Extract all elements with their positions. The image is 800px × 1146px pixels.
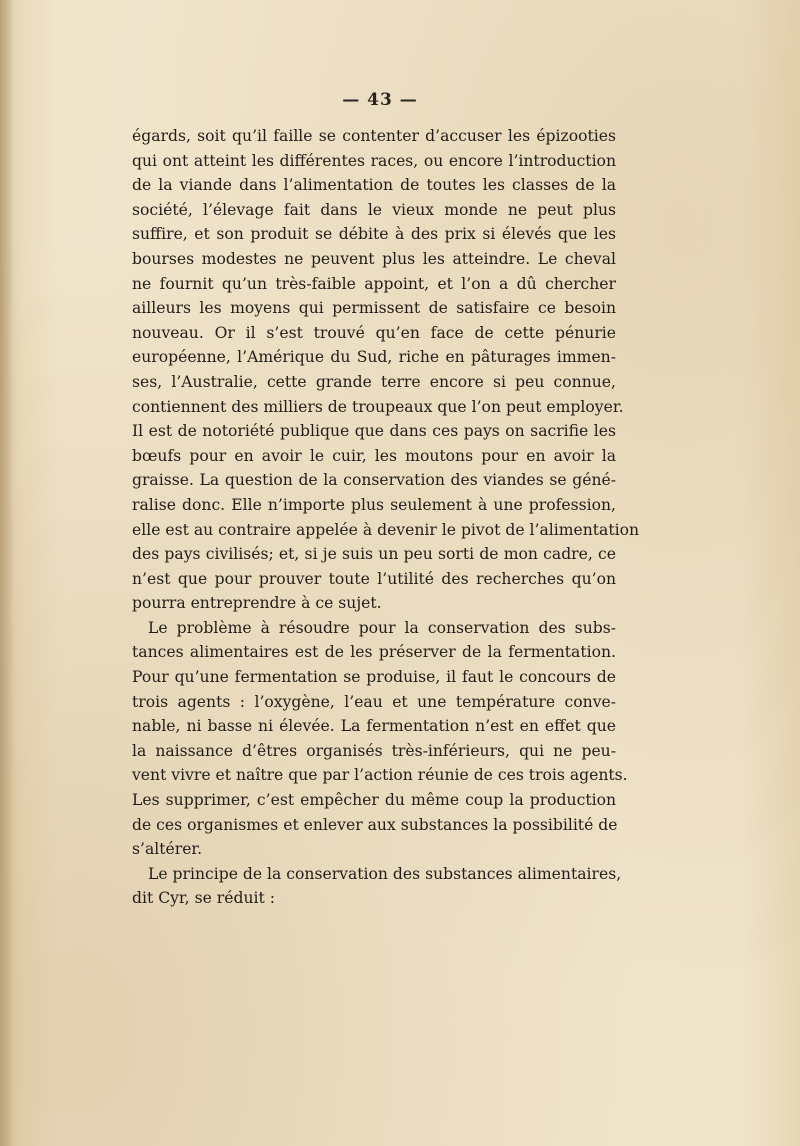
text-line: Les supprimer, c’est empêcher du même coup la production: [132, 791, 616, 810]
text-line: graisse. La question de la conservation des viandes se géné-: [132, 471, 616, 490]
text-line: européenne, l’Amérique du Sud, riche en pâturages immen-: [132, 348, 616, 367]
text-line: Pour qu’une fermentation se produise, il faut le concours de: [132, 668, 616, 687]
text-line: ses, l’Australie, cette grande terre encore si peu connue,: [132, 372, 616, 391]
text-line: de la viande dans l’alimentation de toutes les classes de la: [132, 176, 616, 195]
text-line: dit Cyr, se réduit :: [132, 889, 275, 908]
paragraph: [132, 616, 628, 862]
text-line: des pays civilisés; et, si je suis un peu sorti de mon cadre, ce: [132, 545, 616, 564]
text-line: Il est de notoriété publique que dans ces pays on sacrifie les: [132, 422, 616, 441]
paragraph: [132, 862, 622, 911]
text-line: trois agents : l’oxygène, l’eau et une température conve-: [132, 692, 616, 711]
text-line: vent vivre et naître que par l’action réunie de ces trois agents.: [132, 766, 628, 785]
text-line: nable, ni basse ni élevée. La fermentation n’est en effet que: [132, 717, 616, 736]
page-number: — 43 —: [342, 90, 418, 110]
text-line: qui ont atteint les différentes races, ou encore l’introduction: [132, 151, 616, 170]
text-line: la naissance d’êtres organisés très-inférieurs, qui ne peu-: [132, 741, 616, 760]
text-line: Le principe de la conservation des substances alimentaires,: [148, 864, 622, 883]
text-line: bœufs pour en avoir le cuir, les moutons pour en avoir la: [132, 446, 616, 465]
text-line: Le problème à résoudre pour la conservation des subs-: [148, 618, 616, 637]
text-line: de ces organismes et enlever aux substances la possibilité de: [132, 815, 618, 834]
text-line: ralise donc. Elle n’importe plus seulement à une profession,: [132, 495, 616, 514]
text-line: égards, soit qu’il faille se contenter d’accuser les épizooties: [132, 127, 616, 145]
text-line: ne fournit qu’un très-faible appoint, et l’on a dû chercher: [132, 274, 616, 293]
page-spine-shadow: [0, 0, 14, 1146]
text-line: tances alimentaires est de les préserver de la fermentation.: [132, 643, 616, 662]
text-line: ailleurs les moyens qui permissent de satisfaire ce besoin: [132, 299, 616, 318]
body-text: [132, 124, 640, 911]
text-line: nouveau. Or il s’est trouvé qu’en face de cette pénurie: [132, 323, 616, 342]
paragraph: [132, 124, 640, 616]
text-line: n’est que pour prouver toute l’utilité des recherches qu’on: [132, 569, 616, 588]
text-line: contiennent des milliers de troupeaux que l’on peut employer.: [132, 397, 624, 416]
text-line: elle est au contraire appelée à devenir le pivot de l’alimentation: [132, 520, 640, 539]
text-line: suffire, et son produit se débite à des prix si élevés que les: [132, 225, 616, 244]
text-line: bourses modestes ne peuvent plus les atteindre. Le cheval: [132, 249, 616, 268]
text-line: pourra entreprendre à ce sujet.: [132, 594, 382, 613]
text-line: société, l’élevage fait dans le vieux monde ne peut plus: [132, 200, 616, 219]
text-line: s’altérer.: [132, 840, 203, 859]
